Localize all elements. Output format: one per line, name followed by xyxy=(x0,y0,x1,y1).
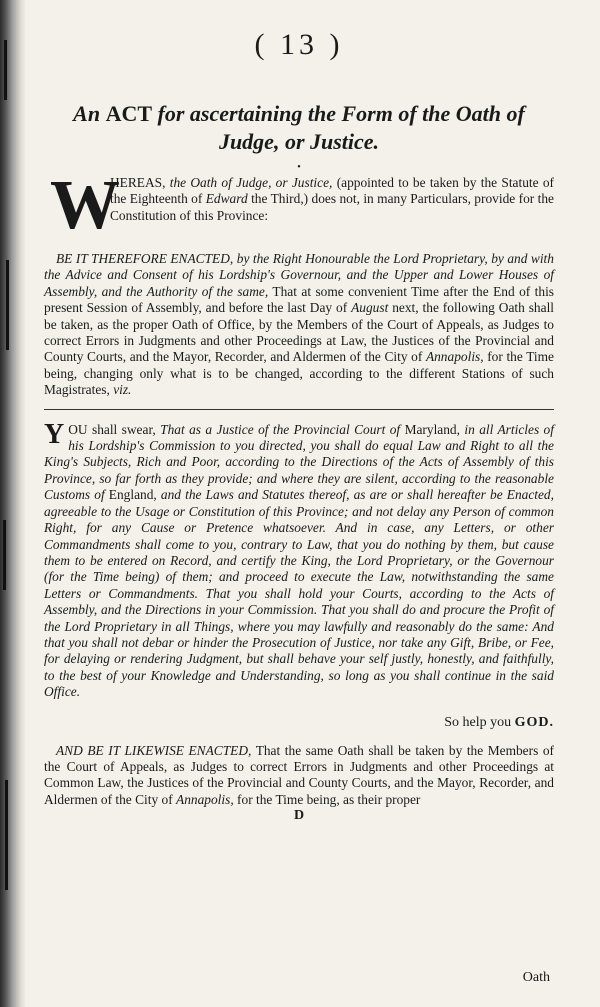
page-binding-edge xyxy=(0,0,26,1007)
enacting-text-2: That at some convenient Time after the End of this present Session of Assembly, and before the last Day of xyxy=(44,283,554,316)
dropcap-y: Y xyxy=(44,418,65,450)
title-mark: • xyxy=(297,162,301,173)
whereas-start: HEREAS, xyxy=(110,175,166,190)
closing-text: That the same Oath shall be taken by the Members of the Court of Appeals, as Judges to correct Errors in Judgments and other Proceedings at Common Law, the Justices of the Provincial and County Courts, and the Mayor, Recorder, and Aldermen of the City of xyxy=(44,742,555,807)
oath-start: OU shall swear, xyxy=(68,421,156,437)
title-rest: for ascertaining the Form of the Oath of Judge, or Justice. xyxy=(157,101,525,154)
enacting-lead: BE IT THEREFORE ENACTED, xyxy=(56,251,234,266)
whereas-tail: the Third,) does not, in many Particulars, provide for the Constitution of this Province: xyxy=(110,191,554,223)
oath-signoff xyxy=(44,715,554,731)
page-number: ( 13 ) xyxy=(254,28,344,61)
oath-england: England, xyxy=(108,487,157,503)
enacting-august: August xyxy=(351,300,389,316)
enacting-paragraph xyxy=(44,251,554,399)
signature-mark: D xyxy=(293,808,305,824)
signoff-text: So help you xyxy=(444,714,512,730)
document-page xyxy=(44,28,554,998)
whereas-paragraph xyxy=(44,167,555,244)
oath-text-2: in all Articles of his Lordship's Commission to you directed, you shall do equal Law and Right to all the King's Subjects, Rich and Poor, according to the Directions of the Acts of Assembly of this Province, so far forth as they provide; and where they are silent, according to the reasonable Customs of xyxy=(44,421,554,503)
closing-tail: for the Time being, as their proper xyxy=(237,791,421,807)
closing-annapolis: Annapolis, xyxy=(176,791,234,807)
act-title xyxy=(44,100,554,156)
enacting-viz: viz. xyxy=(113,382,132,398)
enacting-authority: by the Right Honourable the Lord Proprietary, by and with the Advice and Consent of his Lordship's Governour, and the Upper and Lower Houses of Assembly, and the Authority of the same, xyxy=(44,251,554,299)
enacting-text-4: for the Time being, changing only what is to be changed, according to the different Stations of such Magistrates, xyxy=(44,349,554,398)
closing-paragraph xyxy=(44,743,554,809)
oath-text-3: and the Laws and Statutes thereof, as are or shall hereafter be Enacted, agreeable to the Usage or Constitution of this Province; and not delay any Person of common Right, for any Cause or Pretence whatsoever. And in case, any Letters, or other Commandments shall come to you, contrary to Law, that you do nothing by them, but cause them to be entered on Record, and certify the King, the Lord Proprietary, or the Governour (for the Time being) of them; and proceed to execute the Law, notwithstanding the same Letters or Commandments. That you shall hold your Courts, according to the Acts of Assembly, and the Directions in your Commission. That you shall do and procure the Profit of the Lord Proprietary in all Things, where you may lawfully and reasonably do the same: And that you shall not debar or hinder the Prosecution of Justice, nor take any Gift, Bribe, or Fee, for delaying or rendering Judgment, but shall behave your self justly, honestly, and faithfully, to the best of your Knowledge and Understanding, so long as you shall continue in the said Office. xyxy=(44,487,554,700)
catchword: Oath xyxy=(522,970,550,985)
oath-maryland: Maryland, xyxy=(404,421,460,437)
enacting-text-3: next, the following Oath shall be taken, as the proper Oath of Office, by the Members of the Court of Appeals, as Judges to correct Errors in Judgments and other Proceedings at Law, the Justices of the Provincial and County Courts, and the Mayor, Recorder, and Aldermen of the City of xyxy=(44,300,555,365)
dropcap-w: W xyxy=(50,167,120,244)
section-divider xyxy=(44,409,554,410)
oath-text-1: That as a Justice of the Provincial Court of xyxy=(160,421,401,437)
title-act-word: ACT xyxy=(105,101,153,126)
whereas-statute: (appointed to be taken by the Statute of the Eighteenth of xyxy=(110,175,555,207)
whereas-edward: Edward xyxy=(205,191,248,207)
closing-lead: AND BE IT LIKEWISE ENACTED, xyxy=(56,742,252,758)
signoff-god: GOD. xyxy=(514,714,554,730)
whereas-oath-title: the Oath of Judge, or Justice, xyxy=(169,175,333,190)
title-prefix: An xyxy=(73,101,101,126)
enacting-annapolis: Annapolis, xyxy=(425,349,484,365)
oath-paragraph xyxy=(44,418,554,701)
